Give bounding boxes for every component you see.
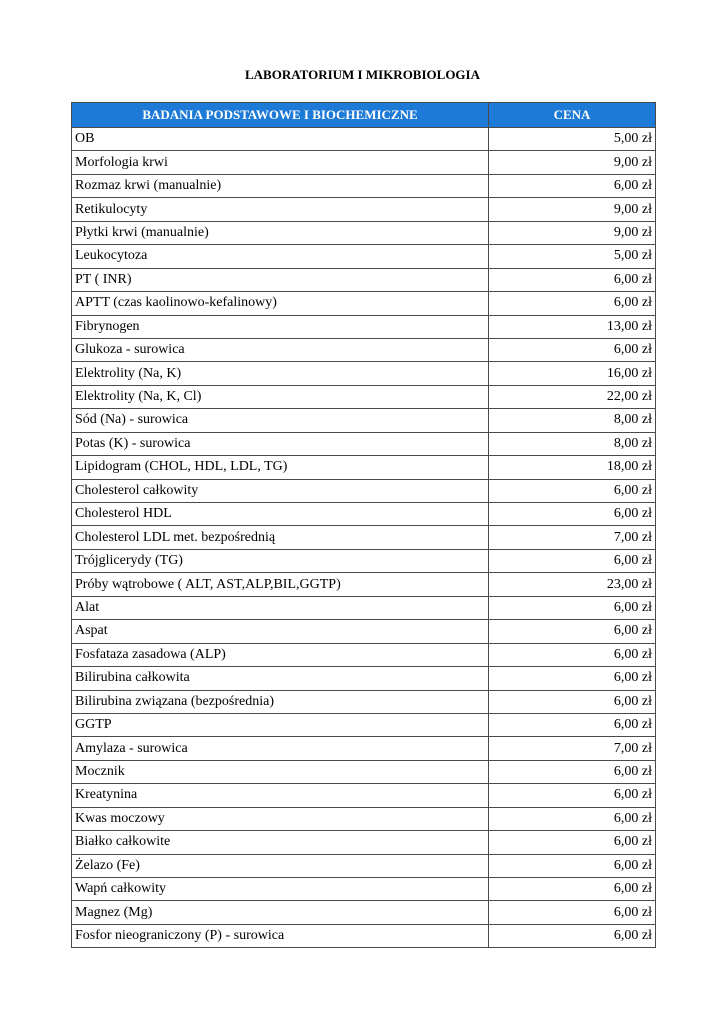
price-cell: 6,00 zł	[489, 807, 656, 830]
price-cell: 6,00 zł	[489, 268, 656, 291]
price-cell: 7,00 zł	[489, 737, 656, 760]
table-row	[72, 620, 656, 643]
price-cell: 6,00 zł	[489, 479, 656, 502]
price-cell: 6,00 zł	[489, 549, 656, 572]
table-row	[72, 503, 656, 526]
price-cell: 6,00 zł	[489, 174, 656, 197]
price-cell: 6,00 zł	[489, 690, 656, 713]
price-cell: 6,00 zł	[489, 854, 656, 877]
test-name-cell: Amylaza - surowica	[72, 737, 489, 760]
price-cell: 5,00 zł	[489, 128, 656, 151]
price-cell: 6,00 zł	[489, 667, 656, 690]
table-row	[72, 737, 656, 760]
test-name-cell: Aspat	[72, 620, 489, 643]
table-row	[72, 174, 656, 197]
price-cell: 6,00 zł	[489, 338, 656, 361]
table-row	[72, 315, 656, 338]
table-row	[72, 760, 656, 783]
test-name-cell: Fosfataza zasadowa (ALP)	[72, 643, 489, 666]
table-row	[72, 432, 656, 455]
price-cell: 9,00 zł	[489, 151, 656, 174]
price-cell: 18,00 zł	[489, 456, 656, 479]
table-row	[72, 362, 656, 385]
table-row	[72, 878, 656, 901]
price-cell: 6,00 zł	[489, 901, 656, 924]
table-row	[72, 456, 656, 479]
table-row	[72, 198, 656, 221]
test-name-cell: Wapń całkowity	[72, 878, 489, 901]
test-name-cell: Cholesterol całkowity	[72, 479, 489, 502]
table-row	[72, 268, 656, 291]
price-cell: 6,00 zł	[489, 760, 656, 783]
price-cell: 5,00 zł	[489, 245, 656, 268]
test-name-cell: PT ( INR)	[72, 268, 489, 291]
test-name-cell: OB	[72, 128, 489, 151]
table-row	[72, 128, 656, 151]
table-row	[72, 409, 656, 432]
table-row	[72, 690, 656, 713]
test-name-cell: Żelazo (Fe)	[72, 854, 489, 877]
test-name-cell: Leukocytoza	[72, 245, 489, 268]
test-name-cell: Elektrolity (Na, K)	[72, 362, 489, 385]
page-title: LABORATORIUM I MIKROBIOLOGIA	[245, 67, 480, 82]
test-name-cell: Trójglicerydy (TG)	[72, 549, 489, 572]
test-name-cell: Magnez (Mg)	[72, 901, 489, 924]
test-name-cell: Kwas moczowy	[72, 807, 489, 830]
price-cell: 6,00 zł	[489, 924, 656, 947]
table-row	[72, 667, 656, 690]
table-row	[72, 549, 656, 572]
test-name-cell: Bilirubina całkowita	[72, 667, 489, 690]
table-row	[72, 901, 656, 924]
test-name-cell: Elektrolity (Na, K, Cl)	[72, 385, 489, 408]
table-row	[72, 596, 656, 619]
test-name-cell: Lipidogram (CHOL, HDL, LDL, TG)	[72, 456, 489, 479]
price-cell: 9,00 zł	[489, 221, 656, 244]
price-cell: 13,00 zł	[489, 315, 656, 338]
price-cell: 6,00 zł	[489, 831, 656, 854]
test-name-cell: Morfologia krwi	[72, 151, 489, 174]
test-name-cell: GGTP	[72, 713, 489, 736]
table-row	[72, 151, 656, 174]
price-cell: 6,00 zł	[489, 292, 656, 315]
price-cell: 16,00 zł	[489, 362, 656, 385]
test-name-cell: Fosfor nieograniczony (P) - surowica	[72, 924, 489, 947]
table-row	[72, 713, 656, 736]
test-name-cell: Fibrynogen	[72, 315, 489, 338]
table-row	[72, 807, 656, 830]
price-cell: 6,00 zł	[489, 713, 656, 736]
table-row	[72, 245, 656, 268]
test-name-cell: Cholesterol HDL	[72, 503, 489, 526]
price-cell: 23,00 zł	[489, 573, 656, 596]
table-header-row	[72, 103, 656, 128]
price-cell: 9,00 zł	[489, 198, 656, 221]
table-row	[72, 385, 656, 408]
price-table	[71, 102, 656, 948]
test-name-cell: Rozmaz krwi (manualnie)	[72, 174, 489, 197]
table-row	[72, 338, 656, 361]
price-cell: 6,00 zł	[489, 878, 656, 901]
test-name-cell: Cholesterol LDL met. bezpośrednią	[72, 526, 489, 549]
test-name-cell: Białko całkowite	[72, 831, 489, 854]
price-cell: 6,00 zł	[489, 596, 656, 619]
price-cell: 6,00 zł	[489, 503, 656, 526]
test-name-cell: Glukoza - surowica	[72, 338, 489, 361]
test-name-cell: Retikulocyty	[72, 198, 489, 221]
test-name-cell: Kreatynina	[72, 784, 489, 807]
test-name-cell: Mocznik	[72, 760, 489, 783]
table-row	[72, 924, 656, 947]
column-header-price: CENA	[489, 103, 656, 128]
table-row	[72, 526, 656, 549]
table-row	[72, 784, 656, 807]
table-row	[72, 643, 656, 666]
test-name-cell: APTT (czas kaolinowo-kefalinowy)	[72, 292, 489, 315]
test-name-cell: Płytki krwi (manualnie)	[72, 221, 489, 244]
test-name-cell: Próby wątrobowe ( ALT, AST,ALP,BIL,GGTP)	[72, 573, 489, 596]
table-row	[72, 479, 656, 502]
price-cell: 8,00 zł	[489, 432, 656, 455]
table-row	[72, 292, 656, 315]
column-header-test: BADANIA PODSTAWOWE I BIOCHEMICZNE	[72, 103, 489, 128]
price-cell: 8,00 zł	[489, 409, 656, 432]
table-row	[72, 854, 656, 877]
price-cell: 6,00 zł	[489, 620, 656, 643]
table-row	[72, 831, 656, 854]
test-name-cell: Sód (Na) - surowica	[72, 409, 489, 432]
table-row	[72, 573, 656, 596]
price-cell: 22,00 zł	[489, 385, 656, 408]
test-name-cell: Bilirubina związana (bezpośrednia)	[72, 690, 489, 713]
price-cell: 6,00 zł	[489, 784, 656, 807]
price-cell: 7,00 zł	[489, 526, 656, 549]
test-name-cell: Potas (K) - surowica	[72, 432, 489, 455]
test-name-cell: Alat	[72, 596, 489, 619]
table-row	[72, 221, 656, 244]
price-cell: 6,00 zł	[489, 643, 656, 666]
